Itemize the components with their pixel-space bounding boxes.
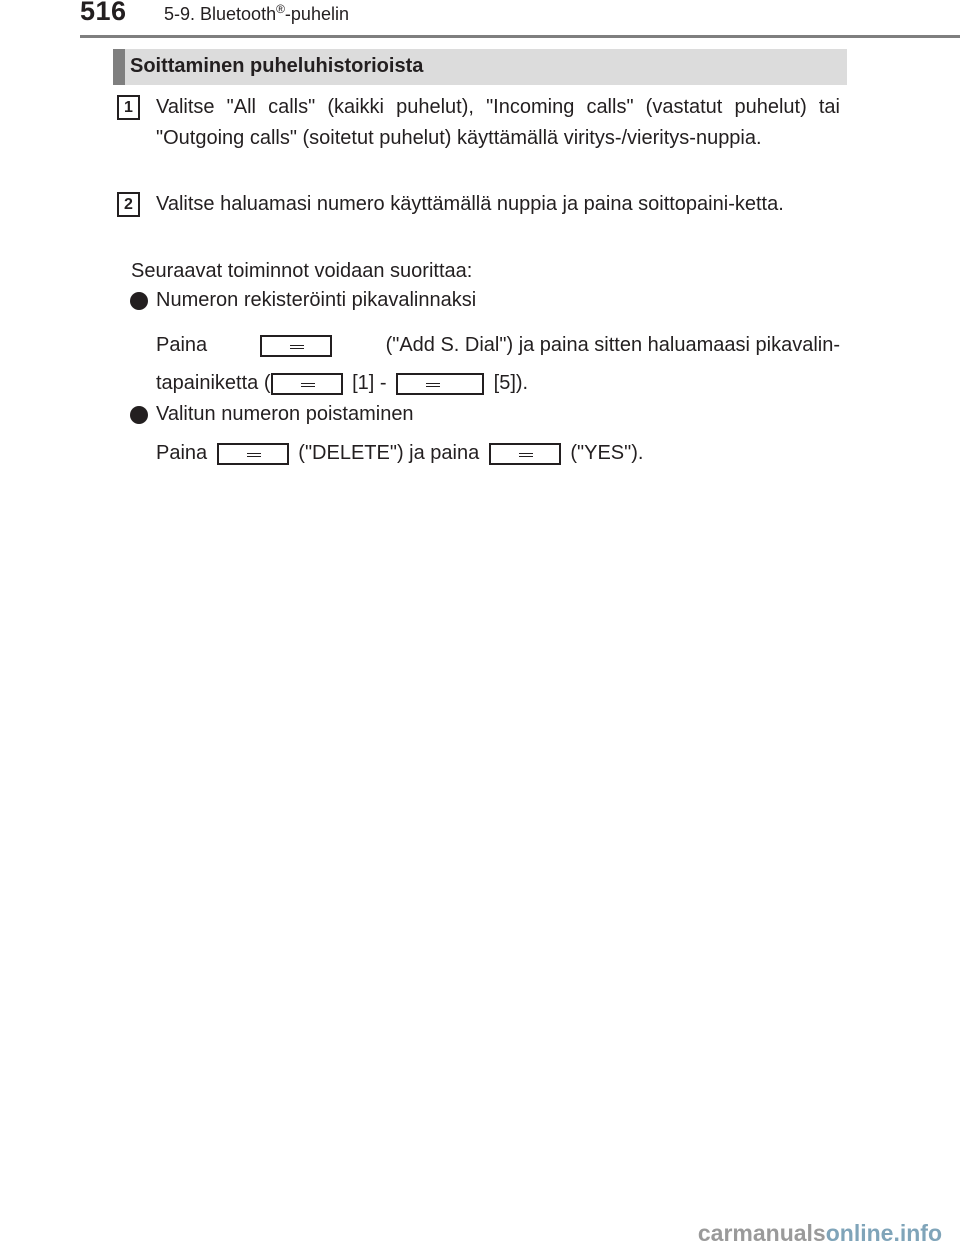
step-text-2: Valitse haluamasi numero käyttämällä nuppia ja paina soittopaini-ketta. xyxy=(156,193,784,215)
button-icon xyxy=(217,443,289,465)
bullet-2-line-1: Paina ("DELETE") ja paina ("YES"). xyxy=(156,442,644,464)
bullet-1-line-1: Paina ("Add S. Dial") ja paina sitten haluamaasi pikavalin- xyxy=(156,334,840,356)
step-text-1: Valitse "All calls" (kaikki puhelut), "Incoming calls" (vastatut puhelut) tai "Outgoing calls" (soitetut puhelut) käyttämällä viritys-/vieritys-nuppia. xyxy=(156,96,840,149)
button-icon xyxy=(271,373,343,395)
button-icon xyxy=(489,443,561,465)
bullet-1-line-2: tapainiketta ( [1] - [5]). xyxy=(156,372,529,394)
bullet-icon xyxy=(130,292,148,310)
bullet-title-2: Valitun numeron poistaminen xyxy=(156,403,414,425)
section-heading xyxy=(113,49,847,85)
header-rule xyxy=(80,35,960,38)
step-number-2: 2 xyxy=(117,192,140,217)
button-icon xyxy=(260,335,332,357)
page-number: 516 xyxy=(80,0,127,26)
section-title: 5-9. Bluetooth®-puhelin xyxy=(164,2,349,24)
bullet-title-1: Numeron rekisteröinti pikavalinnaksi xyxy=(156,289,477,311)
watermark: carmanualsonline.info xyxy=(697,1220,942,1246)
section-heading-text: Soittaminen puheluhistorioista xyxy=(130,55,424,77)
intro-text: Seuraavat toiminnot voidaan suorittaa: xyxy=(131,260,473,282)
button-icon xyxy=(396,373,484,395)
bullet-icon xyxy=(130,406,148,424)
step-number-1: 1 xyxy=(117,95,140,120)
